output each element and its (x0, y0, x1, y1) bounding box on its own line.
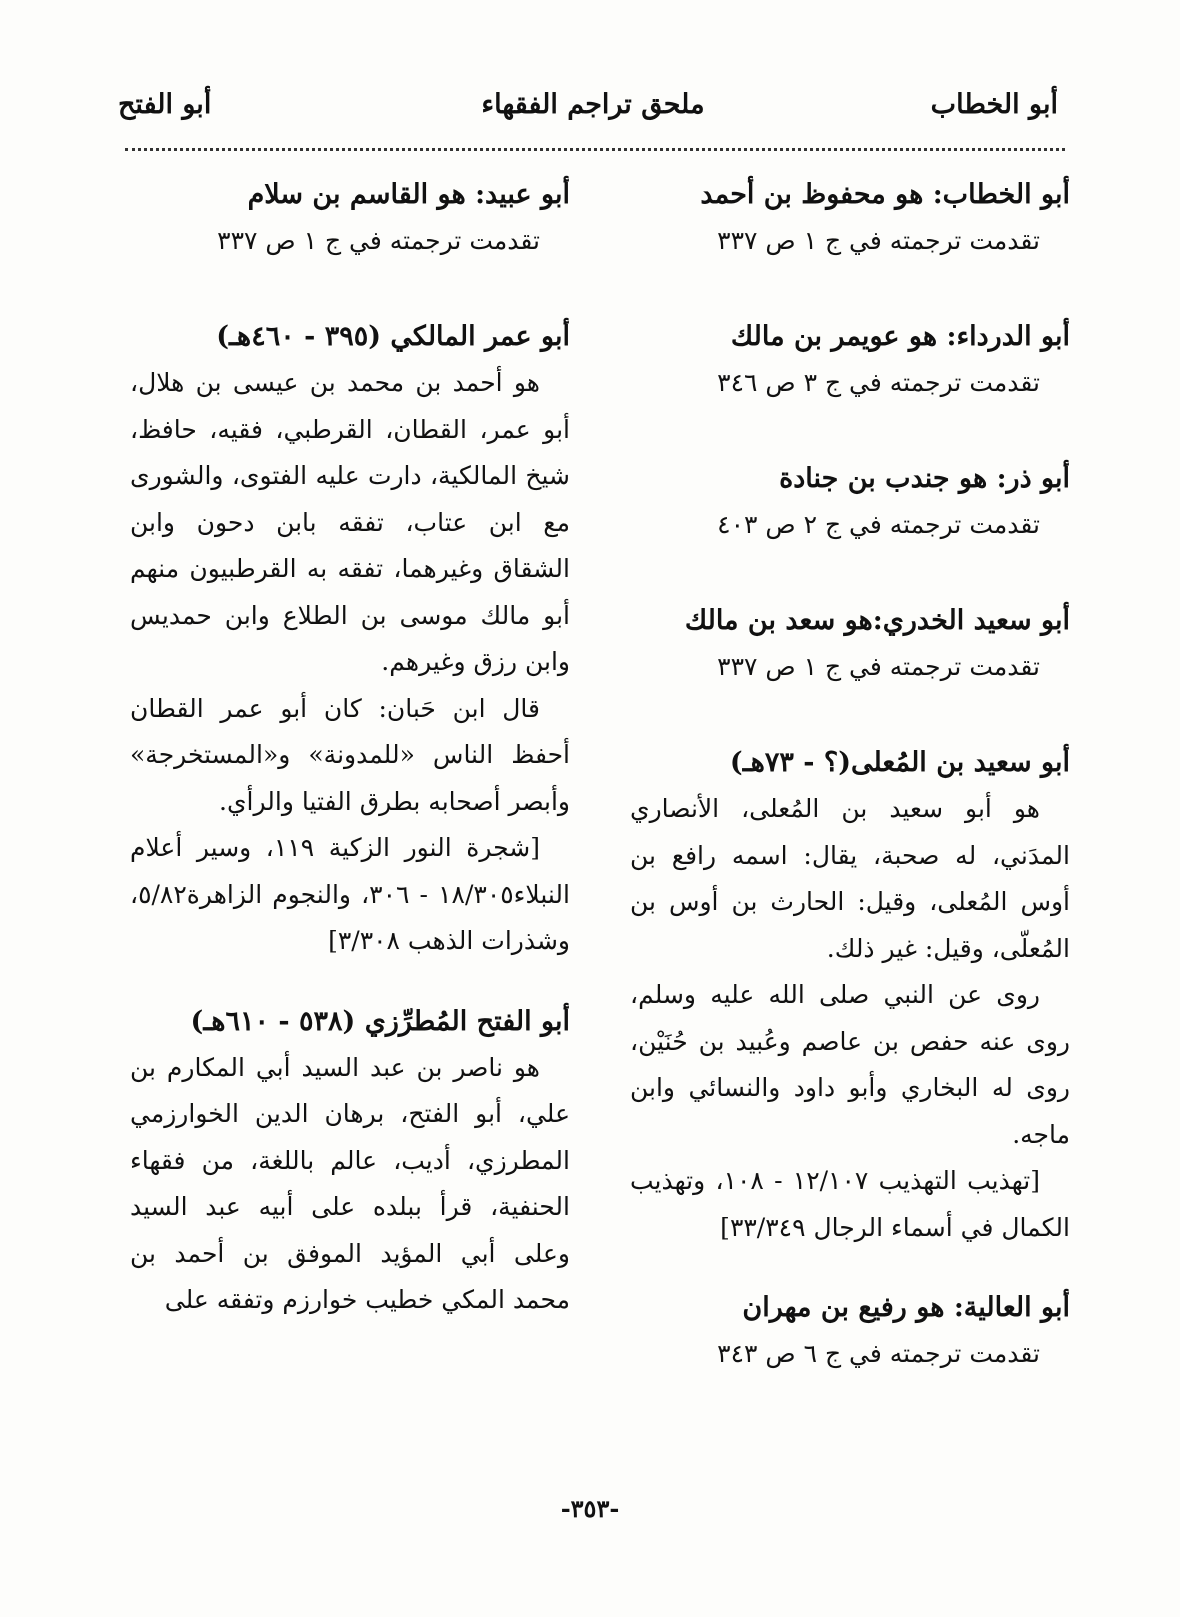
entry-title: أبو الفتح المُطرِّزي (٥٣٨ - ٦١٠هـ) (190, 1005, 570, 1037)
header-center-title: ملحق تراجم الفقهاء (481, 89, 705, 120)
entry-reference: تقدمت ترجمته في ج ٣ ص ٣٤٦ (717, 368, 1040, 397)
source-citation: [تهذيب التهذيب ١٢/١٠٧ - ١٠٨، وتهذيب الكمال في أسماء الرجال ٣٣/٣٤٩] (630, 1166, 1070, 1242)
header-left-title: أبو الفتح (118, 89, 212, 120)
entry-title: أبو عمر المالكي (٣٩٥ - ٤٦٠هـ) (216, 321, 570, 352)
entry-abu-ubaid (130, 172, 570, 264)
entry-title: أبو سعيد بن المُعلى(؟ - ٧٣هـ) (729, 747, 1070, 778)
header-dotted-rule (125, 148, 1065, 151)
entry-title: أبو ذر: هو جندب بن جنادة (779, 463, 1070, 494)
source-citation: [شجرة النور الزكية ١١٩، وسير أعلام النبلاء١٨/٣٠٥ - ٣٠٦، والنجوم الزاهرة٥/٨٢، وشذرات الذهب ٣/٣٠٨] (130, 833, 570, 955)
biography-paragraph: هو أبو سعيد بن المُعلى، الأنصاري المدَني، له صحبة، يقال: اسمه رافع بن أوس المُعلى، وقيل: الحارث بن أوس بن المُعلّى، وقيل: غير ذلك. (630, 794, 1070, 963)
entry-reference: تقدمت ترجمته في ج ١ ص ٣٣٧ (217, 226, 540, 255)
entry-abu-al-fath-al-mutarrizi (130, 999, 570, 1324)
entry-abu-dharr (630, 456, 1070, 548)
entry-abu-al-aliya (630, 1285, 1070, 1377)
entry-reference: تقدمت ترجمته في ج ١ ص ٣٣٧ (717, 652, 1040, 681)
entry-title: أبو سعيد الخدري:هو سعد بن مالك (684, 605, 1070, 636)
page-number: -٣٥٣- (560, 1494, 620, 1523)
entry-abu-al-darda (630, 314, 1070, 406)
biography-paragraph: روى عن النبي صلى الله عليه وسلم، روى عنه حفص بن عاصم وعُبيد بن حُنَيْن، روى له البخاري وأبو داود والنسائي وابن ماجه. (630, 980, 1070, 1149)
right-column (630, 172, 1070, 1427)
left-column (130, 172, 570, 1374)
header-right-title: أبو الخطاب (930, 89, 1058, 120)
biography-paragraph: هو ناصر بن عبد السيد أبي المكارم بن علي، أبو الفتح، برهان الدين الخوارزمي المطرزي، أديب، عالم باللغة، من فقهاء الحنفية، قرأ ببلده على أبيه عبد السيد وعلى أبي المؤيد الموفق بن أحمد بن محمد المكي خطيب خوارزم وتفقه على (130, 1052, 570, 1314)
entry-reference: تقدمت ترجمته في ج ١ ص ٣٣٧ (717, 226, 1040, 255)
entry-title: أبو الدرداء: هو عويمر بن مالك (730, 321, 1070, 352)
biography-paragraph: هو أحمد بن محمد بن عيسى بن هلال، أبو عمر، القطان، القرطبي، فقيه، حافظ، شيخ المالكية، دارت عليه الفتوى، والشورى مع ابن عتاب، تفقه بابن دحون وابن الشقاق وغيرهما، تفقه به القرطبيون منهم أبو مالك موسى بن الطلاع وابن حمديس وابن رزق وغيرهم. (130, 368, 570, 676)
running-header (118, 82, 1068, 132)
entry-reference: تقدمت ترجمته في ج ٦ ص ٣٤٣ (717, 1339, 1040, 1368)
entry-abu-al-khattab (630, 172, 1070, 264)
entry-reference: تقدمت ترجمته في ج ٢ ص ٤٠٣ (717, 510, 1040, 539)
entry-abu-said-ibn-al-mualla (630, 740, 1070, 1251)
entry-title: أبو العالية: هو رفيع بن مهران (742, 1292, 1070, 1323)
entry-title: أبو الخطاب: هو محفوظ بن أحمد (700, 179, 1070, 210)
entry-title: أبو عبيد: هو القاسم بن سلام (247, 179, 570, 210)
entry-abu-said-al-khudri (630, 598, 1070, 690)
biography-paragraph: قال ابن حَبان: كان أبو عمر القطان أحفظ الناس «للمدونة» و«المستخرجة» وأبصر أصحابه بطرق الفتيا والرأي. (130, 693, 570, 816)
entry-abu-umar-al-maliki (130, 314, 570, 965)
